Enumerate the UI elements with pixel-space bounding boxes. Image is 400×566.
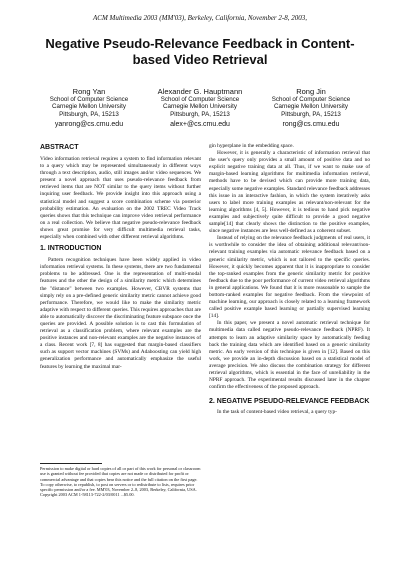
abstract-heading: ABSTRACT — [40, 144, 79, 151]
author-university: Carnegie Mellon University — [52, 103, 126, 111]
author-city: Pittsburgh, PA, 15213 — [59, 110, 119, 118]
author-email: yanrong@cs.cmu.edu — [54, 120, 124, 128]
author-department: School of Computer Science — [271, 96, 351, 103]
footnote-rule — [40, 463, 102, 464]
author-university: Carnegie Mellon University — [163, 103, 237, 111]
left-column — [40, 143, 201, 371]
author-1 — [35, 87, 143, 129]
author-name: Rong Jin — [296, 87, 326, 96]
body-paragraph: gin hyperplane in the embedding space. — [209, 143, 294, 149]
introduction-heading: 1. INTRODUCTION — [40, 245, 102, 253]
right-column — [209, 143, 370, 416]
author-email: rong@cs.cmu.edu — [282, 120, 340, 128]
author-name: Rong Yan — [72, 87, 106, 96]
paper-title: Negative Pseudo-Relevance Feedback in Content-based Video Retrieval — [45, 36, 355, 67]
author-city: Pittsburgh, PA, 15213 — [281, 110, 341, 118]
body-paragraph: However, it is generally a characteristic of information retrieval that the user's query only provides a small amount of positive data and no explicit negative training data at all. Thus, if we want to make use of margin-based learning algorithms for multimedia information retrieval, methods have to be devised which can provide more training data, especially some negative examples. Standard relevance feedback addresses this issue in an interactive fashion, in which the system iteratively asks users to label more training examples as relevant/non-relevant for the learning algorithms [4, 5]. However, it is tedious to hand pick negative examples and subjectively quite difficult to provide a good negative sample[14] that clearly shows the distinction to the positive examples, since negative instances are less well-defined as a coherent subset. — [209, 150, 370, 235]
author-3 — [257, 87, 365, 129]
copyright-footnote: Permission to make digital or hard copies of all or part of this work for personal or classroom use is granted without fee provided that copies are not made or distributed for profit or commercial advantage and that copies bear this notice and the full citation on the first page. To copy otherwise, to republish, to post on servers or to redistribute to lists, requires prior specific permission and/or a fee. MM'03, November 2–8, 2003, Berkeley, California, USA. Copyright 2003 ACM 1-58113-722-2/03/0011 ...$5.00. — [40, 466, 201, 498]
section-2-heading: 2. NEGATIVE PSEUDO-RELEVANCE FEEDBACK — [209, 398, 370, 406]
author-2 — [146, 87, 254, 129]
running-header: ACM Multimedia 2003 (MM'03), Berkeley, California, November 2-8, 2003, — [93, 14, 307, 22]
body-paragraph: Instead of relying on the relevance feedback judgments of real users, it is worthwhile to consider the idea of obtaining additional relevant/non-relevant training examples via automatic relevance feedback based on a generic similarity metric, which is not tailored to the specific queries. However, it quickly becomes apparent that it is inappropriate to consider the top-ranked examples from the generic similarity metric for positive feedback due to the poor performance of current video retrieval algorithms in general applications. We found that it is more reasonable to sample the bottom-ranked examples for negative feedback. From the viewpoint of machine learning, our approach is closely related to a learning framework called positive example based learning or partially supervised learning [14]. — [209, 235, 370, 320]
author-name: Alexander G. Hauptmann — [157, 87, 243, 96]
body-paragraph: In this paper, we present a novel automatic retrieval technique for multimedia data called negative pseudo-relevance feedback (NPRF). It attempts to learn an adaptive similarity space by automatically feeding back the training data which are identified based on a generic similarity metric. An early version of this technique is given in [12]. Based on this work, we provide an in-depth discussion based on a statistical model of average precision. We also discuss the combination strategy for different retrieval algorithms, which is essential in the face of unreliability in the NPRF approach. The experimental results discussed later in the chapter confirm the effectiveness of the proposed approach. — [209, 320, 370, 391]
abstract-text: Video information retrieval requires a system to find information relevant to a query which may be represented simultaneously in different ways through a text description, audio, still images and/or video sequences. We present a novel approach that uses pseudo-relevance feedback from retrieved items that are NOT similar to the query items without further inquiring user feedback. We provide insight into this approach using a statistical model and suggest a score combination scheme via posterior probability estimation. An evaluation on the 2002 TREC Video Track queries shows that this technique can improve video retrieval performance on a real collection. We believe that negative pseudo-relevance feedback shows great promise for very difficult multimedia retrieval tasks, especially when combined with other different retrieval algorithms. — [40, 156, 201, 241]
author-city: Pittsburgh, PA, 15213 — [170, 110, 230, 118]
author-department: School of Computer Science — [160, 96, 240, 103]
body-paragraph: In the task of content-based video retrieval, a query typ- — [217, 409, 337, 416]
author-university: Carnegie Mellon University — [274, 103, 348, 111]
author-email: alex+@cs.cmu.edu — [170, 120, 230, 128]
author-department: School of Computer Science — [49, 96, 129, 103]
introduction-paragraph: Pattern recognition techniques have been widely applied in video information retrieval systems. In these systems, there are two fundamental problems to be addressed. One is the representation of multi-modal features and the other the design of a similarity metric which determines the "distance" between two examples. However, CBVR systems that simply rely on a pre-defined generic similarity metric cannot achieve good performance. Therefore, we would like to make the similarity metric adaptive with respect to different queries. This requires approaches that are able to automatically discover the discriminating feature subspace once the queries are provided. A possible solution is to cast this formulation of retrieval as a classification problem, where relevant examples are the positive instances and non-relevant examples are the negative instances of a class. Recent work [7, 8] has suggested that margin-based classifiers such as support vector machines (SVMs) and Adaboosting can yield high generalization performance and automatically emphasize the useful features by learning the maximal mar- — [40, 257, 201, 370]
author-block — [35, 87, 365, 129]
